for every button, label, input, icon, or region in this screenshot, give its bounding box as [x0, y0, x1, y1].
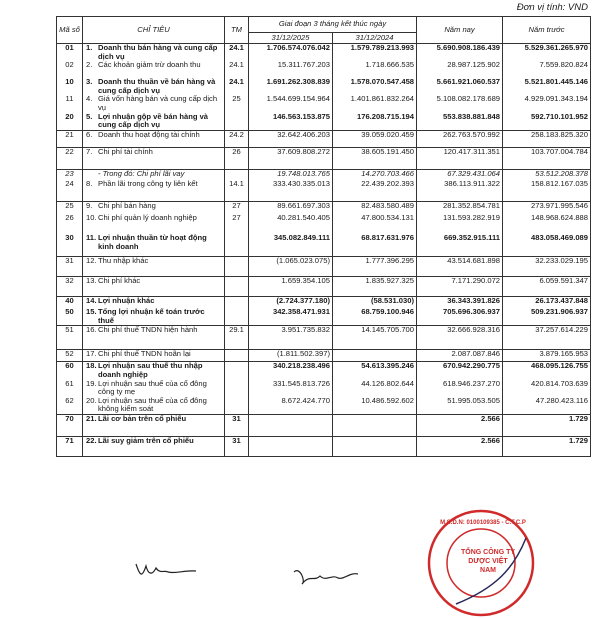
row-note: 24.1	[225, 61, 249, 78]
header-chi-tieu: CHỈ TIÊU	[83, 17, 225, 44]
table-row	[57, 234, 591, 256]
row-note	[225, 350, 249, 362]
table-row	[57, 113, 591, 131]
row-code: 24	[57, 180, 83, 201]
value-q4-2024: 68.817.631.976	[333, 234, 417, 256]
value-q4-2024: 1.835.927.325	[333, 276, 417, 296]
row-number: 17.	[86, 349, 97, 359]
value-q4-2024	[333, 415, 417, 437]
row-code: 10	[57, 78, 83, 95]
row-label: Thu nhập khác	[98, 255, 149, 265]
row-item	[83, 214, 225, 234]
row-code: 51	[57, 326, 83, 350]
income-statement	[56, 16, 590, 457]
table-row	[57, 276, 591, 296]
value-prior-year: 37.257.614.229	[503, 326, 591, 350]
value-q4-2024: 54.613.395.246	[333, 362, 417, 380]
value-q4-2025: 1.544.699.154.964	[249, 95, 333, 112]
row-note: 24.2	[225, 130, 249, 147]
row-label: Lợi nhuận gộp về bán hàng và cung cấp dịch vụ	[98, 111, 209, 130]
row-item	[83, 415, 225, 437]
header-nam-nay: Năm nay	[417, 17, 503, 44]
value-q4-2024	[333, 437, 417, 457]
row-code: 22	[57, 147, 83, 169]
table-row	[57, 326, 591, 350]
value-current-year: 5.690.908.186.439	[417, 44, 503, 62]
value-q4-2024: 44.126.802.644	[333, 380, 417, 397]
row-number: 5.	[86, 111, 93, 121]
row-item	[83, 78, 225, 95]
value-q4-2025: 333.430.335.013	[249, 180, 333, 201]
row-label: Giá vốn hàng bán và cung cấp dịch vụ	[98, 94, 218, 112]
value-prior-year: 1.729	[503, 415, 591, 437]
value-prior-year: 509.231.906.937	[503, 308, 591, 326]
table-row	[57, 130, 591, 147]
value-prior-year: 420.814.703.639	[503, 380, 591, 397]
value-q4-2024: 1.718.666.535	[333, 61, 417, 78]
row-label: Lãi cơ bản trên cổ phiếu	[98, 414, 187, 423]
row-note	[225, 113, 249, 131]
value-current-year: 43.514.681.898	[417, 256, 503, 276]
row-number: 7.	[86, 146, 93, 156]
value-q4-2024: 1.578.070.547.458	[333, 78, 417, 95]
value-q4-2024: 10.486.592.602	[333, 397, 417, 415]
value-q4-2024: 1.579.789.213.993	[333, 44, 417, 62]
row-code: 60	[57, 362, 83, 380]
value-q4-2025: 19.748.013.765	[249, 169, 333, 180]
value-current-year: 2.566	[417, 437, 503, 457]
value-current-year: 5.108.082.178.689	[417, 95, 503, 112]
row-item	[83, 147, 225, 169]
value-current-year: 669.352.915.111	[417, 234, 503, 256]
value-q4-2024: 38.605.191.450	[333, 147, 417, 169]
table-row	[57, 397, 591, 415]
table-row	[57, 437, 591, 457]
value-current-year: 67.329.431.064	[417, 169, 503, 180]
row-note	[225, 256, 249, 276]
row-code: 62	[57, 397, 83, 415]
value-q4-2025	[249, 437, 333, 457]
row-code: 21	[57, 130, 83, 147]
value-q4-2025: 32.642.406.203	[249, 130, 333, 147]
value-prior-year: 4.929.091.343.194	[503, 95, 591, 112]
row-item	[83, 234, 225, 256]
value-prior-year: 6.059.591.347	[503, 276, 591, 296]
row-note: 25	[225, 95, 249, 112]
row-number: 2.	[86, 60, 93, 70]
income-statement-table	[56, 16, 591, 457]
row-number: 19.	[86, 378, 97, 388]
value-current-year: 51.995.053.505	[417, 397, 503, 415]
row-note: 27	[225, 214, 249, 234]
table-body	[57, 44, 591, 457]
row-number: 16.	[86, 325, 97, 335]
value-prior-year: 5.521.801.445.146	[503, 78, 591, 95]
value-q4-2025: 40.281.540.405	[249, 214, 333, 234]
row-item	[83, 44, 225, 62]
value-q4-2025: 8.672.424.770	[249, 397, 333, 415]
row-label: Doanh thu thuần về bán hàng và cung cấp dịch vụ	[98, 77, 216, 95]
value-prior-year: 103.707.004.784	[503, 147, 591, 169]
row-label: Lợi nhuận sau thuế của cổ đông không kiểm soát	[98, 395, 207, 414]
row-number: 20.	[86, 395, 97, 405]
row-label: Các khoản giảm trừ doanh thu	[98, 60, 201, 70]
table-row	[57, 95, 591, 112]
row-item	[83, 61, 225, 78]
value-prior-year: 158.812.167.035	[503, 180, 591, 201]
table-row	[57, 362, 591, 380]
row-item	[83, 308, 225, 326]
row-number: 9.	[86, 200, 93, 210]
row-code: 50	[57, 308, 83, 326]
value-q4-2025	[249, 415, 333, 437]
value-current-year: 120.417.311.351	[417, 147, 503, 169]
row-note: 27	[225, 201, 249, 214]
row-item	[83, 95, 225, 112]
row-label: Chi phí quản lý doanh nghiệp	[98, 213, 197, 223]
row-label: Doanh thu bán hàng và cung cấp dịch vụ	[98, 43, 218, 61]
value-q4-2024: 14.270.703.466	[333, 169, 417, 180]
value-prior-year: 32.233.029.195	[503, 256, 591, 276]
row-code: 32	[57, 276, 83, 296]
row-number: 21.	[86, 414, 97, 423]
row-note: 31	[225, 415, 249, 437]
row-number: 1.	[86, 43, 93, 52]
row-number: 11.	[86, 233, 97, 243]
value-q4-2025: 3.951.735.832	[249, 326, 333, 350]
row-number: 13.	[86, 275, 97, 285]
row-number: 12.	[86, 255, 97, 265]
header-nam-truoc: Năm trước	[503, 17, 591, 44]
value-current-year: 131.593.282.919	[417, 214, 503, 234]
table-row	[57, 61, 591, 78]
value-prior-year: 258.183.825.320	[503, 130, 591, 147]
value-prior-year: 483.058.469.089	[503, 234, 591, 256]
row-code: 40	[57, 296, 83, 308]
table-row	[57, 214, 591, 234]
value-q4-2025: 1.691.262.308.839	[249, 78, 333, 95]
value-q4-2024	[333, 350, 417, 362]
row-label: Lợi nhuận sau thuế của cổ đông công ty mẹ	[98, 378, 207, 397]
value-prior-year: 5.529.361.265.970	[503, 44, 591, 62]
row-number: 4.	[86, 94, 93, 104]
value-current-year: 5.661.921.060.537	[417, 78, 503, 95]
value-current-year: 32.666.928.316	[417, 326, 503, 350]
row-note	[225, 362, 249, 380]
value-q4-2024: 14.145.705.700	[333, 326, 417, 350]
value-current-year: 2.566	[417, 415, 503, 437]
value-current-year: 281.352.854.781	[417, 201, 503, 214]
value-prior-year: 53.512.208.378	[503, 169, 591, 180]
table-row	[57, 308, 591, 326]
value-prior-year: 1.729	[503, 437, 591, 457]
value-q4-2024: 1.777.396.295	[333, 256, 417, 276]
row-code: 23	[57, 169, 83, 180]
row-code: 61	[57, 380, 83, 397]
row-label: Chi phí bán hàng	[98, 200, 156, 210]
value-q4-2024: 176.208.715.194	[333, 113, 417, 131]
row-item	[83, 362, 225, 380]
value-q4-2024: 68.759.100.946	[333, 308, 417, 326]
value-q4-2025: (1.811.502.397)	[249, 350, 333, 362]
row-code: 70	[57, 415, 83, 437]
value-q4-2024: 82.483.580.489	[333, 201, 417, 214]
value-q4-2025: 345.082.849.111	[249, 234, 333, 256]
row-note: 31	[225, 437, 249, 457]
signature-2	[290, 562, 362, 588]
row-item	[83, 380, 225, 397]
row-item	[83, 350, 225, 362]
row-note	[225, 276, 249, 296]
seal-company: TỔNG CÔNG TY DƯỢC VIỆT NAM	[460, 549, 516, 574]
row-label: Lợi nhuận thuần từ hoạt động kinh doanh	[98, 233, 207, 251]
value-prior-year: 7.559.820.824	[503, 61, 591, 78]
value-current-year: 36.343.391.826	[417, 296, 503, 308]
row-note	[225, 308, 249, 326]
row-note	[225, 296, 249, 308]
value-prior-year: 592.710.101.952	[503, 113, 591, 131]
row-label: Phần lãi trong công ty liên kết	[98, 179, 198, 189]
row-label: Chi phí khác	[98, 275, 141, 285]
row-item	[83, 113, 225, 131]
row-number: 10.	[86, 213, 97, 223]
row-item	[83, 276, 225, 296]
row-note: 24.1	[225, 78, 249, 95]
table-row	[57, 147, 591, 169]
value-q4-2025: 146.563.153.875	[249, 113, 333, 131]
value-q4-2024: 47.800.534.131	[333, 214, 417, 234]
value-q4-2025: 1.706.574.076.042	[249, 44, 333, 62]
row-number: 8.	[86, 179, 93, 189]
row-item	[83, 326, 225, 350]
row-item	[83, 180, 225, 201]
row-number: 14.	[86, 295, 97, 305]
row-code: 25	[57, 201, 83, 214]
row-code: 31	[57, 256, 83, 276]
value-current-year: 386.113.911.322	[417, 180, 503, 201]
value-q4-2024: 39.059.020.459	[333, 130, 417, 147]
row-number: 22.	[86, 436, 97, 445]
row-code: 01	[57, 44, 83, 62]
value-prior-year: 273.971.995.546	[503, 201, 591, 214]
table-row	[57, 180, 591, 201]
value-q4-2025: 342.358.471.931	[249, 308, 333, 326]
table-row	[57, 380, 591, 397]
header-col-2025: 31/12/2025	[249, 33, 333, 44]
row-note	[225, 380, 249, 397]
header-tm: TM	[225, 17, 249, 44]
row-code: 20	[57, 113, 83, 131]
value-q4-2025: 340.218.238.496	[249, 362, 333, 380]
row-number: 3.	[86, 77, 93, 87]
value-prior-year: 26.173.437.848	[503, 296, 591, 308]
row-note	[225, 234, 249, 256]
table-row	[57, 78, 591, 95]
row-code: 30	[57, 234, 83, 256]
row-label: Lợi nhuận khác	[98, 295, 155, 305]
value-q4-2025: 37.609.808.272	[249, 147, 333, 169]
row-code: 71	[57, 437, 83, 457]
row-code: 26	[57, 214, 83, 234]
table-row	[57, 350, 591, 362]
unit-label: Đơn vị tính: VND	[516, 2, 588, 13]
signature-1	[132, 556, 202, 580]
table-row	[57, 44, 591, 62]
row-code: 11	[57, 95, 83, 112]
row-label: Chi phí tài chính	[98, 146, 153, 156]
value-q4-2024: (58.531.030)	[333, 296, 417, 308]
value-q4-2025: (1.065.023.075)	[249, 256, 333, 276]
row-number: 18.	[86, 361, 97, 371]
value-current-year: 7.171.290.072	[417, 276, 503, 296]
value-prior-year: 148.968.624.888	[503, 214, 591, 234]
value-q4-2025: 15.311.767.203	[249, 61, 333, 78]
row-label: Lợi nhuận sau thuế thu nhập doanh nghiệp	[98, 361, 203, 380]
value-prior-year: 468.095.126.755	[503, 362, 591, 380]
table-row	[57, 256, 591, 276]
value-current-year: 28.987.125.902	[417, 61, 503, 78]
value-q4-2025: (2.724.377.180)	[249, 296, 333, 308]
row-item	[83, 397, 225, 415]
value-prior-year: 3.879.165.953	[503, 350, 591, 362]
row-label: Doanh thu hoạt động tài chính	[98, 129, 200, 139]
row-note: 24.1	[225, 44, 249, 62]
row-number: 6.	[86, 129, 93, 139]
row-note	[225, 397, 249, 415]
value-q4-2025: 331.545.813.726	[249, 380, 333, 397]
value-current-year: 553.838.881.848	[417, 113, 503, 131]
seal-code: M.S.D.N: 0100109385 - C.T.C.P	[440, 520, 526, 526]
value-prior-year: 47.280.423.116	[503, 397, 591, 415]
table-row	[57, 415, 591, 437]
header-period-group: Giai đoạn 3 tháng kết thúc ngày	[249, 17, 417, 33]
row-label: Chi phí thuế TNDN hiện hành	[98, 325, 198, 335]
value-q4-2025: 89.661.697.303	[249, 201, 333, 214]
value-current-year: 670.942.290.775	[417, 362, 503, 380]
header-col-2024: 31/12/2024	[333, 33, 417, 44]
row-item	[83, 130, 225, 147]
row-label: Chi phí thuế TNDN hoãn lại	[98, 349, 191, 359]
row-label: - Trong đó: Chi phí lãi vay	[98, 168, 185, 178]
row-note: 29.1	[225, 326, 249, 350]
row-item	[83, 437, 225, 457]
row-code: 52	[57, 350, 83, 362]
row-note: 26	[225, 147, 249, 169]
header-ma-so: Mã số	[57, 17, 83, 44]
value-current-year: 705.696.306.937	[417, 308, 503, 326]
row-label: Lãi suy giảm trên cổ phiếu	[98, 436, 194, 445]
row-note: 14.1	[225, 180, 249, 201]
value-current-year: 262.763.570.992	[417, 130, 503, 147]
row-number: 15.	[86, 307, 97, 317]
value-current-year: 618.946.237.270	[417, 380, 503, 397]
value-q4-2024: 22.439.202.393	[333, 180, 417, 201]
row-code: 02	[57, 61, 83, 78]
value-q4-2025: 1.659.354.105	[249, 276, 333, 296]
value-q4-2024: 1.401.861.832.264	[333, 95, 417, 112]
value-current-year: 2.087.087.846	[417, 350, 503, 362]
row-label: Tổng lợi nhuận kế toán trước thuế	[98, 307, 205, 325]
row-item	[83, 256, 225, 276]
